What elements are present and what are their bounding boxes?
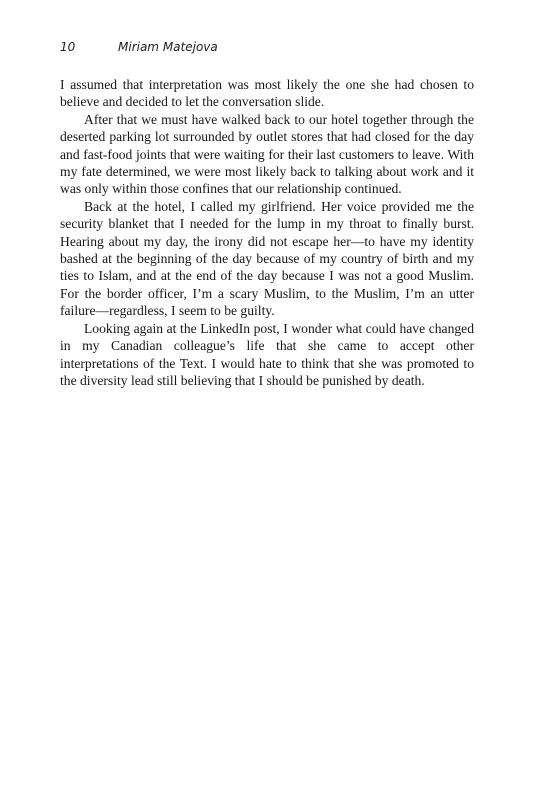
paragraph: After that we must have walked back to our hotel together through the deserted parking lot surrounded by outlet stores that had closed for the day and fast-food joints that were waiting for their last customers to leave. With my fate determined, we were most likely back to talking about work and it was only within those confines that our relationship continued.	[60, 111, 474, 197]
running-head	[60, 40, 218, 54]
paragraph: Looking again at the LinkedIn post, I wonder what could have changed in my Canadian colleague’s life that she came to accept other interpretations of the Text. I would hate to think that she was promoted to the diversity lead still believing that I should be punished by death.	[60, 320, 474, 388]
page-number: 10	[60, 40, 76, 54]
author-name: Miriam Matejova	[118, 40, 218, 54]
paragraph: I assumed that interpretation was most likely the one she had chosen to believe and decided to let the conversation slide.	[60, 77, 474, 110]
paragraph: Back at the hotel, I called my girlfriend. Her voice provided me the security blanket that I needed for the lump in my throat to finally burst. Hearing about my day, the irony did not escape her—to have my identity bashed at the beginning of the day because of my country of birth and my ties to Islam, and at the end of the day because I was not a good Muslim. For the border officer, I’m a scary Muslim, to the Muslim, I’m an utter failure—regardless, I seem to be guilty.	[60, 198, 474, 319]
body-text	[60, 76, 474, 389]
